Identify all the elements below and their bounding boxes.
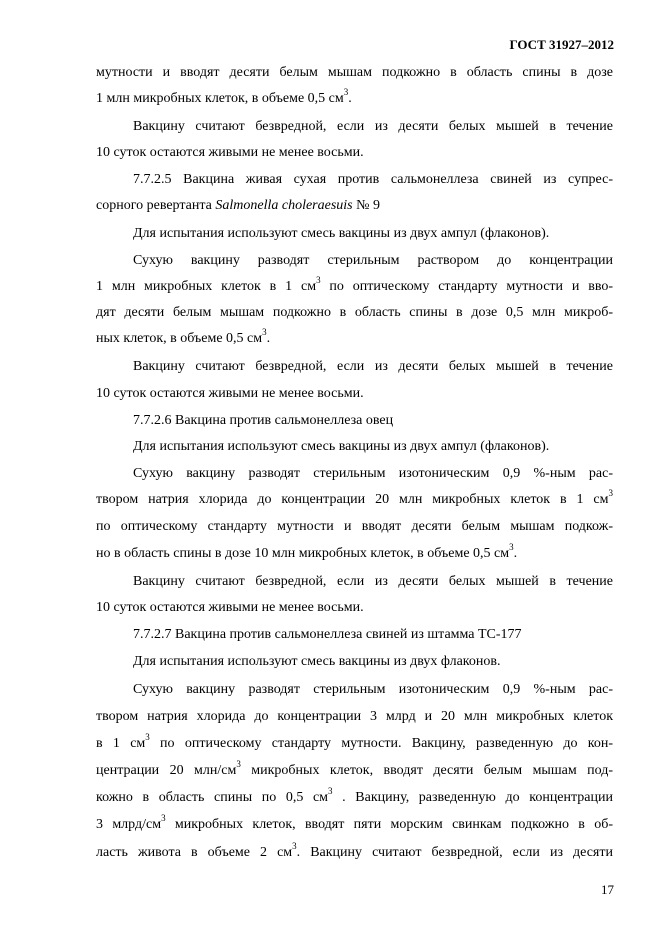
text-line: Вакцину считают безвредной, если из десяти белых мышей в течение [133, 574, 613, 589]
text-line: центрации 20 млн/$см^3$ микробных клеток, вводят десяти белым мышам под- [96, 759, 613, 778]
text-line: мутности и вводят десяти белым мышам подкожно в область спины в дозе [96, 65, 613, 80]
text-line: но в область спины в дозе 10 млн микробных клеток, в объеме 0,5 $см^3$. [96, 542, 518, 561]
text-line: кожно в область спины по 0,5 $см^3$ . Вакцину, разведенную до концентрации [96, 786, 613, 805]
section-heading: 7.7.2.5 Вакцина живая сухая против сальмонеллеза свиней из супрес- [133, 172, 613, 187]
text-line: твором натрия хлорида до концентрации 20 млн микробных клеток в 1 $см^3$ [96, 488, 613, 507]
text-line: Сухую вакцину разводят стерильным изотоническим 0,9 %-ным рас- [133, 682, 613, 697]
text-line: Для испытания используют смесь вакцины из двух ампул (флаконов). [133, 439, 550, 454]
text-line: 3 млрд/$см^3$ микробных клеток, вводят пяти морским свинкам подкожно в об- [96, 813, 614, 832]
text-line: Сухую вакцину разводят стерильным раствором до концентрации [133, 253, 613, 268]
text-line: сорного ревертанта Salmonella choleraesuis № 9 [96, 198, 380, 213]
text-line: Вакцину считают безвредной, если из десяти белых мышей в течение [133, 359, 613, 374]
text-line: Вакцину считают безвредной, если из десяти белых мышей в течение [133, 119, 613, 134]
text-line: ласть живота в объеме 2 $см^3$. Вакцину считают безвредной, если из десяти [96, 841, 613, 860]
text-line: 10 суток остаются живыми не менее восьми. [96, 145, 364, 160]
text-line: Сухую вакцину разводят стерильным изотоническим 0,9 %-ным рас- [133, 466, 613, 481]
text-line: 1 млн микробных клеток, в объеме 0,5 $см^3$. [96, 87, 352, 106]
text-line: Для испытания используют смесь вакцины из двух ампул (флаконов). [133, 226, 550, 241]
text-line: в 1 $см^3$ по оптическому стандарту мутности. Вакцину, разведенную до кон- [96, 732, 613, 751]
text-line: по оптическому стандарту мутности и вводят десяти белым мышам подкож- [96, 519, 613, 534]
text-line: 1 млн микробных клеток в 1 $см^3$ по оптическому стандарту мутности и вво- [96, 275, 614, 294]
text-line: ных клеток, в объеме 0,5 $см^3$. [96, 327, 271, 346]
page-number: 17 [601, 882, 614, 897]
text-line: дят десяти белым мышам подкожно в область спины в дозе 0,5 млн микроб- [96, 305, 613, 320]
text-line: 10 суток остаются живыми не менее восьми. [96, 600, 364, 615]
document-header: ГОСТ 31927–2012 [509, 37, 614, 52]
section-heading: 7.7.2.7 Вакцина против сальмонеллеза свиней из штамма ТС-177 [133, 627, 522, 642]
text-line: твором натрия хлорида до концентрации 3 млрд и 20 млн микробных клеток [96, 709, 613, 724]
text-line: Для испытания используют смесь вакцины из двух флаконов. [133, 654, 501, 669]
text-line: 10 суток остаются живыми не менее восьми. [96, 386, 364, 401]
section-heading: 7.7.2.6 Вакцина против сальмонеллеза овец [133, 413, 394, 428]
